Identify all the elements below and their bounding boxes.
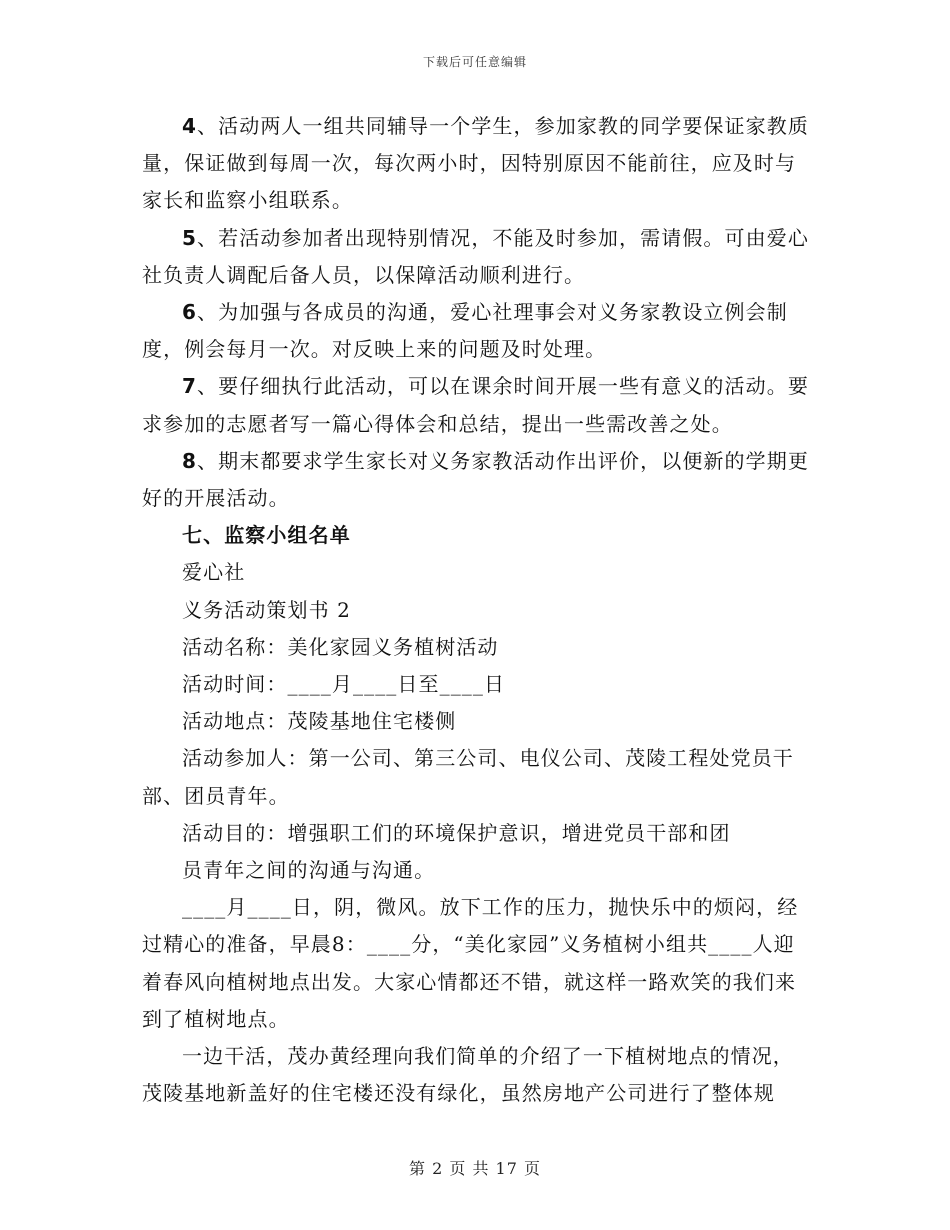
item-number: 6 [182,300,198,325]
narrative-paragraph-1: ____月____日，阴，微风。放下工作的压力，抛快乐中的烦闷，经过精心的准备，早晨8：____分，“美化家园”义务植树小组共____人迎着春风向植树地点出发。大家心情都还不错，就这样一路欢笑的我们来到了植树地点。 [142,895,799,1031]
paragraph-text: 、活动两人一组共同辅导一个学生，参加家教的同学要保证家教质量，保证做到每周一次，每次两小时，因特别原因不能前往，应及时与家长和监察小组联系。 [142,114,809,213]
paragraph-item-6 [142,294,814,368]
item-number: 8 [182,448,198,473]
item-number: 7 [182,374,198,399]
section-heading: 七、监察小组名单 [182,523,351,548]
activity-purpose-line1: 活动目的：增强职工们的环境保护意识，增进党员干部和团 [182,820,731,845]
paragraph-item-5 [142,220,814,294]
activity-time: 活动时间：____月____日至____日 [182,672,506,697]
paragraph-item-7 [142,368,814,442]
org-name: 爱心社 [182,560,246,585]
page-header-note: 下载后可任意编辑 [422,55,527,69]
paragraph-item-8 [142,443,814,517]
paragraph-text: 、期末都要求学生家长对义务家教活动作出评价，以便新的学期更好的开展活动。 [142,448,809,511]
paragraph-item-4 [142,108,814,220]
paragraph-text: 、为加强与各成员的沟通，爱心社理事会对义务家教设立例会制度，例会每月一次。对反映上来的问题及时处理。 [142,300,788,362]
activity-name: 活动名称：美化家园义务植树活动 [182,634,499,659]
document-body [142,108,814,1112]
activity-participants: 活动参加人：第一公司、第三公司、电仪公司、茂陵工程处党员干部、团员青年。 [142,746,794,808]
narrative-paragraph-2: 一边干活，茂办黄经理向我们简单的介绍了一下植树地点的情况，茂陵基地新盖好的住宅楼还没有绿化，虽然房地产公司进行了整体规 [142,1044,794,1106]
paragraph-text: 、要仔细执行此活动，可以在课余时间开展一些有意义的活动。要求参加的志愿者写一篇心得体会和总结，提出一些需改善之处。 [142,374,809,436]
item-number: 5 [182,225,198,250]
document-title: 义务活动策划书 2 [182,597,351,622]
activity-purpose-line2: 员青年之间的沟通与沟通。 [182,858,436,883]
paragraph-text: 、若活动参加者出现特别情况，不能及时参加，需请假。可由爱心社负责人调配后备人员，以保障活动顺利进行。 [142,225,809,287]
item-number: 4 [182,114,198,138]
page-footer: 第 2 页 共 17 页 [409,1159,541,1178]
activity-place: 活动地点：茂陵基地住宅楼侧 [182,709,457,734]
